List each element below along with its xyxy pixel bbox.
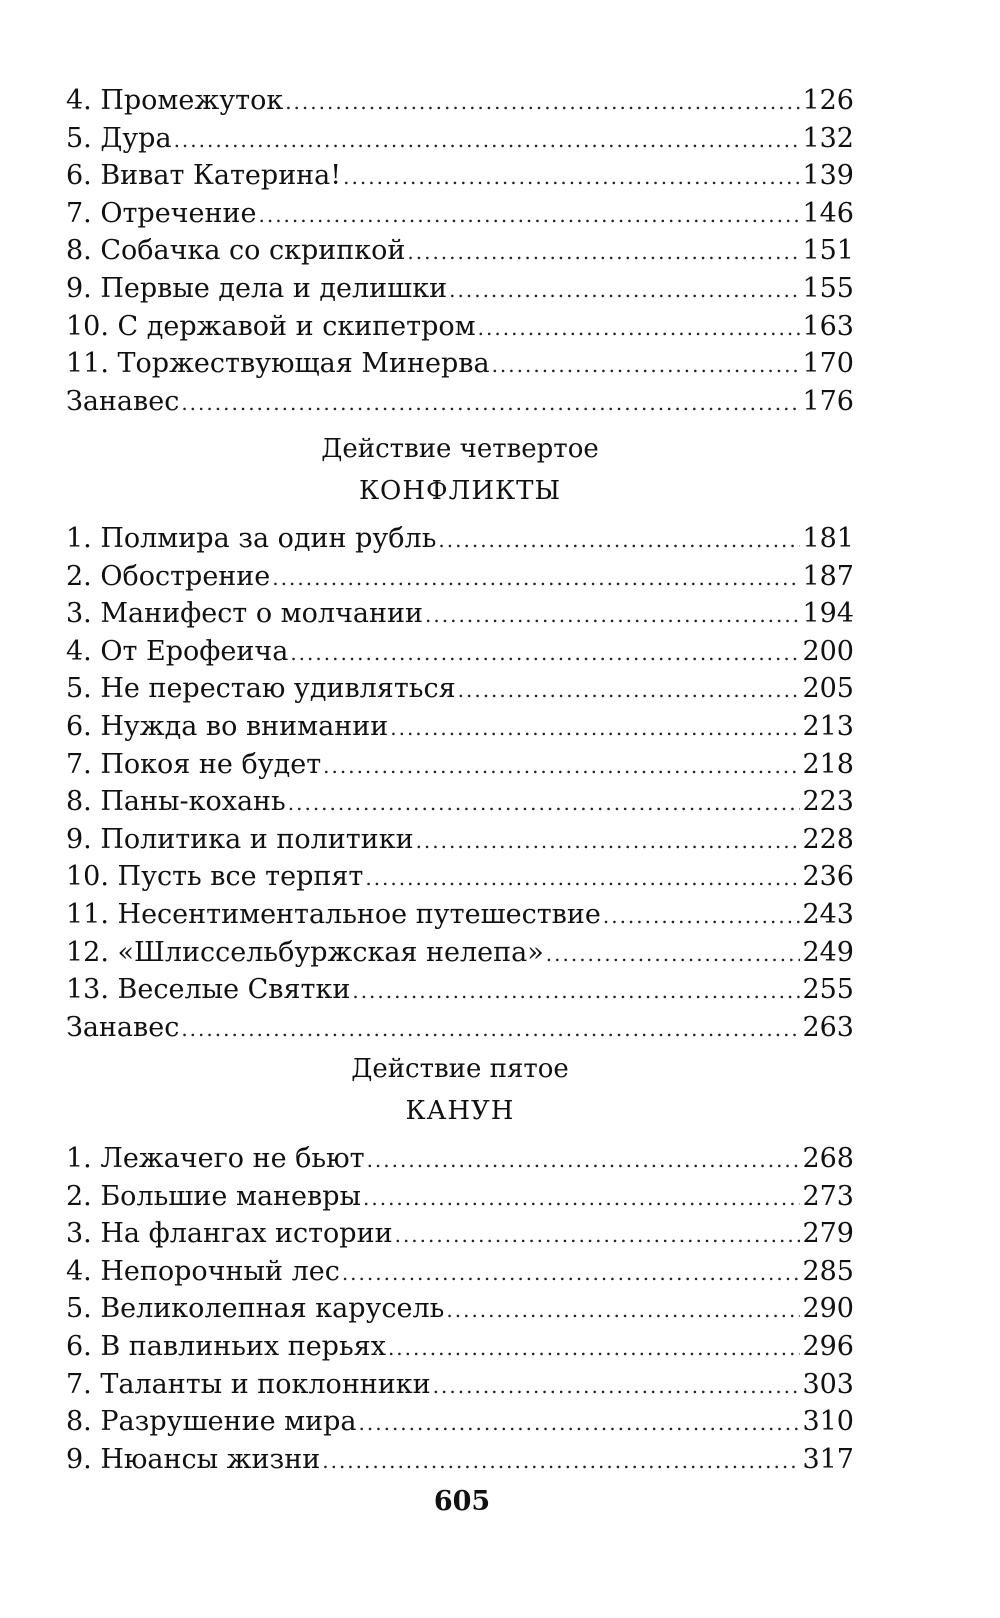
toc-entry	[66, 708, 854, 746]
dot-leader	[174, 122, 801, 160]
toc-entry	[66, 82, 854, 120]
toc-entry-title: 6. Виват Катерина!	[66, 160, 342, 192]
dot-leader	[546, 936, 801, 974]
toc-entry-page: 200	[802, 635, 854, 667]
toc-entry	[66, 1403, 854, 1441]
toc-entry-page: 223	[802, 786, 854, 818]
toc-entry-title: 6. В павлиньих перьях	[66, 1330, 386, 1362]
toc-entry-page: 187	[802, 560, 854, 592]
toc-entry-title: 8. Паны-кохань	[66, 786, 286, 818]
dot-leader	[181, 385, 800, 423]
toc-entry	[66, 896, 854, 934]
toc-entry-title: Занавес	[66, 385, 180, 417]
toc-entry-title: 3. Манифест о молчании	[66, 598, 424, 630]
toc-entry-title: 9. Нюансы жизни	[66, 1443, 321, 1475]
toc-list-continued	[66, 82, 854, 420]
dot-leader	[363, 1180, 800, 1218]
toc-entry-title: 4. Непорочный лес	[66, 1255, 340, 1287]
dot-leader	[446, 1292, 800, 1330]
toc-entry	[66, 383, 854, 421]
page-number: 605	[433, 1486, 491, 1517]
toc-entry	[66, 1009, 854, 1047]
toc-entry-title: 4. От Ерофеича	[66, 635, 289, 667]
toc-entry	[66, 345, 854, 383]
toc-entry	[66, 1441, 854, 1479]
toc-entry	[66, 308, 854, 346]
toc-entry-title: 7. Таланты и поклонники	[66, 1368, 431, 1400]
toc-entry-page: 255	[802, 974, 854, 1006]
toc-entry-title: 1. Полмира за один рубль	[66, 523, 437, 554]
toc-entry-page: 170	[802, 348, 854, 380]
dot-leader	[433, 1368, 801, 1406]
toc-entry	[66, 670, 854, 708]
dot-leader	[438, 522, 800, 560]
toc-entry-page: 126	[802, 85, 854, 116]
toc-entry	[66, 821, 854, 859]
dot-leader	[323, 748, 800, 786]
dot-leader	[365, 860, 800, 898]
dot-leader	[390, 710, 800, 748]
toc-entry-page: 176	[802, 385, 854, 417]
toc-entry	[66, 1366, 854, 1404]
toc-entry	[66, 746, 854, 784]
toc-entry	[66, 934, 854, 972]
toc-entry-page: 273	[802, 1180, 854, 1212]
toc-entry-page: 310	[802, 1406, 854, 1438]
toc-entry-page: 218	[802, 748, 854, 780]
dot-leader	[425, 597, 800, 635]
toc-entry-page: 151	[802, 235, 854, 267]
act-title: КОНФЛИКТЫ	[358, 476, 562, 506]
dot-leader	[407, 234, 800, 272]
toc-entry	[66, 558, 854, 596]
dot-leader	[449, 272, 800, 310]
toc-entry	[66, 1215, 854, 1253]
dot-leader	[478, 310, 801, 348]
toc-entry-title: 5. Дура	[66, 122, 172, 154]
toc-list-act5	[66, 1140, 854, 1478]
toc-entry-title: 5. Не перестаю удивляться	[66, 673, 456, 705]
act-title: КАНУН	[405, 1096, 515, 1126]
toc-entry-title: 11. Несентиментальное путешествие	[66, 898, 601, 930]
dot-leader	[359, 1405, 801, 1443]
dot-leader	[416, 823, 801, 861]
act-heading: Действие пятое	[351, 1054, 569, 1084]
toc-entry-title: 9. Политика и политики	[66, 823, 414, 855]
toc-entry-title: 12. «Шлиссельбуржская нелепа»	[66, 936, 544, 968]
toc-entry-title: 7. Покоя не будет	[66, 748, 322, 780]
dot-leader	[272, 560, 800, 598]
toc-entry-page: 205	[802, 673, 854, 705]
dot-leader	[290, 635, 800, 673]
dot-leader	[342, 1255, 801, 1293]
toc-entry	[66, 1140, 854, 1178]
toc-entry-title: 10. С державой и скипетром	[66, 310, 476, 342]
dot-leader	[367, 1142, 801, 1180]
toc-entry	[66, 1253, 854, 1291]
toc-entry-title: 2. Обострение	[66, 560, 271, 592]
toc-entry	[66, 633, 854, 671]
toc-entry	[66, 520, 854, 558]
toc-entry-page: 285	[802, 1255, 854, 1287]
toc-entry	[66, 783, 854, 821]
dot-leader	[395, 1217, 801, 1255]
toc-entry-page: 317	[802, 1443, 854, 1475]
toc-entry	[66, 157, 854, 195]
toc-entry-page: 139	[802, 160, 854, 192]
toc-entry	[66, 1328, 854, 1366]
toc-entry-page: 213	[802, 710, 854, 742]
toc-entry-title: 1. Лежачего не бьют	[66, 1143, 365, 1174]
toc-entry-title: 4. Промежуток	[66, 85, 284, 116]
toc-entry	[66, 270, 854, 308]
dot-leader	[388, 1330, 801, 1368]
toc-entry-page: 290	[802, 1293, 854, 1325]
toc-entry-page: 155	[802, 272, 854, 304]
toc-entry-title: 6. Нужда во внимании	[66, 710, 389, 742]
toc-entry	[66, 1290, 854, 1328]
toc-entry	[66, 595, 854, 633]
toc-entry	[66, 858, 854, 896]
toc-entry-title: 7. Отречение	[66, 197, 257, 229]
toc-entry	[66, 195, 854, 233]
toc-entry-page: 163	[802, 310, 854, 342]
toc-entry-page: 296	[802, 1330, 854, 1362]
dot-leader	[352, 973, 800, 1011]
toc-entry-page: 303	[802, 1368, 854, 1400]
toc-entry-title: 11. Торжествующая Минерва	[66, 348, 490, 380]
toc-entry-title: 3. На флангах истории	[66, 1218, 393, 1250]
dot-leader	[181, 1011, 800, 1049]
toc-entry	[66, 971, 854, 1009]
dot-leader	[322, 1443, 800, 1481]
act-heading: Действие четвертое	[321, 434, 599, 464]
toc-entry-page: 146	[802, 197, 854, 229]
toc-entry-page: 132	[802, 122, 854, 154]
dot-leader	[458, 672, 801, 710]
toc-entry-title: 8. Разрушение мира	[66, 1406, 357, 1438]
toc-entry-page: 243	[802, 898, 854, 930]
toc-entry-page: 279	[802, 1218, 854, 1250]
dot-leader	[492, 347, 801, 385]
toc-entry-page: 249	[802, 936, 854, 968]
dot-leader	[288, 785, 801, 823]
toc-entry-title: 5. Великолепная карусель	[66, 1293, 445, 1325]
toc-entry-title: 2. Большие маневры	[66, 1180, 361, 1212]
toc-entry	[66, 120, 854, 158]
dot-leader	[285, 84, 800, 122]
toc-entry-title: 8. Собачка со скрипкой	[66, 235, 406, 267]
dot-leader	[258, 197, 800, 235]
toc-entry-title: Занавес	[66, 1011, 180, 1043]
toc-entry-page: 263	[802, 1011, 854, 1043]
toc-entry-page: 181	[802, 523, 854, 554]
toc-entry-page: 268	[802, 1143, 854, 1174]
dot-leader	[343, 159, 800, 197]
dot-leader	[603, 898, 801, 936]
toc-entry-title: 10. Пусть все терпят	[66, 861, 364, 893]
toc-entry	[66, 1178, 854, 1216]
toc-entry-page: 194	[802, 598, 854, 630]
toc-entry-title: 13. Веселые Святки	[66, 974, 351, 1006]
toc-entry	[66, 232, 854, 270]
toc-entry-page: 236	[802, 861, 854, 893]
toc-entry-page: 228	[802, 823, 854, 855]
toc-list-act4	[66, 520, 854, 1046]
toc-entry-title: 9. Первые дела и делишки	[66, 272, 448, 304]
